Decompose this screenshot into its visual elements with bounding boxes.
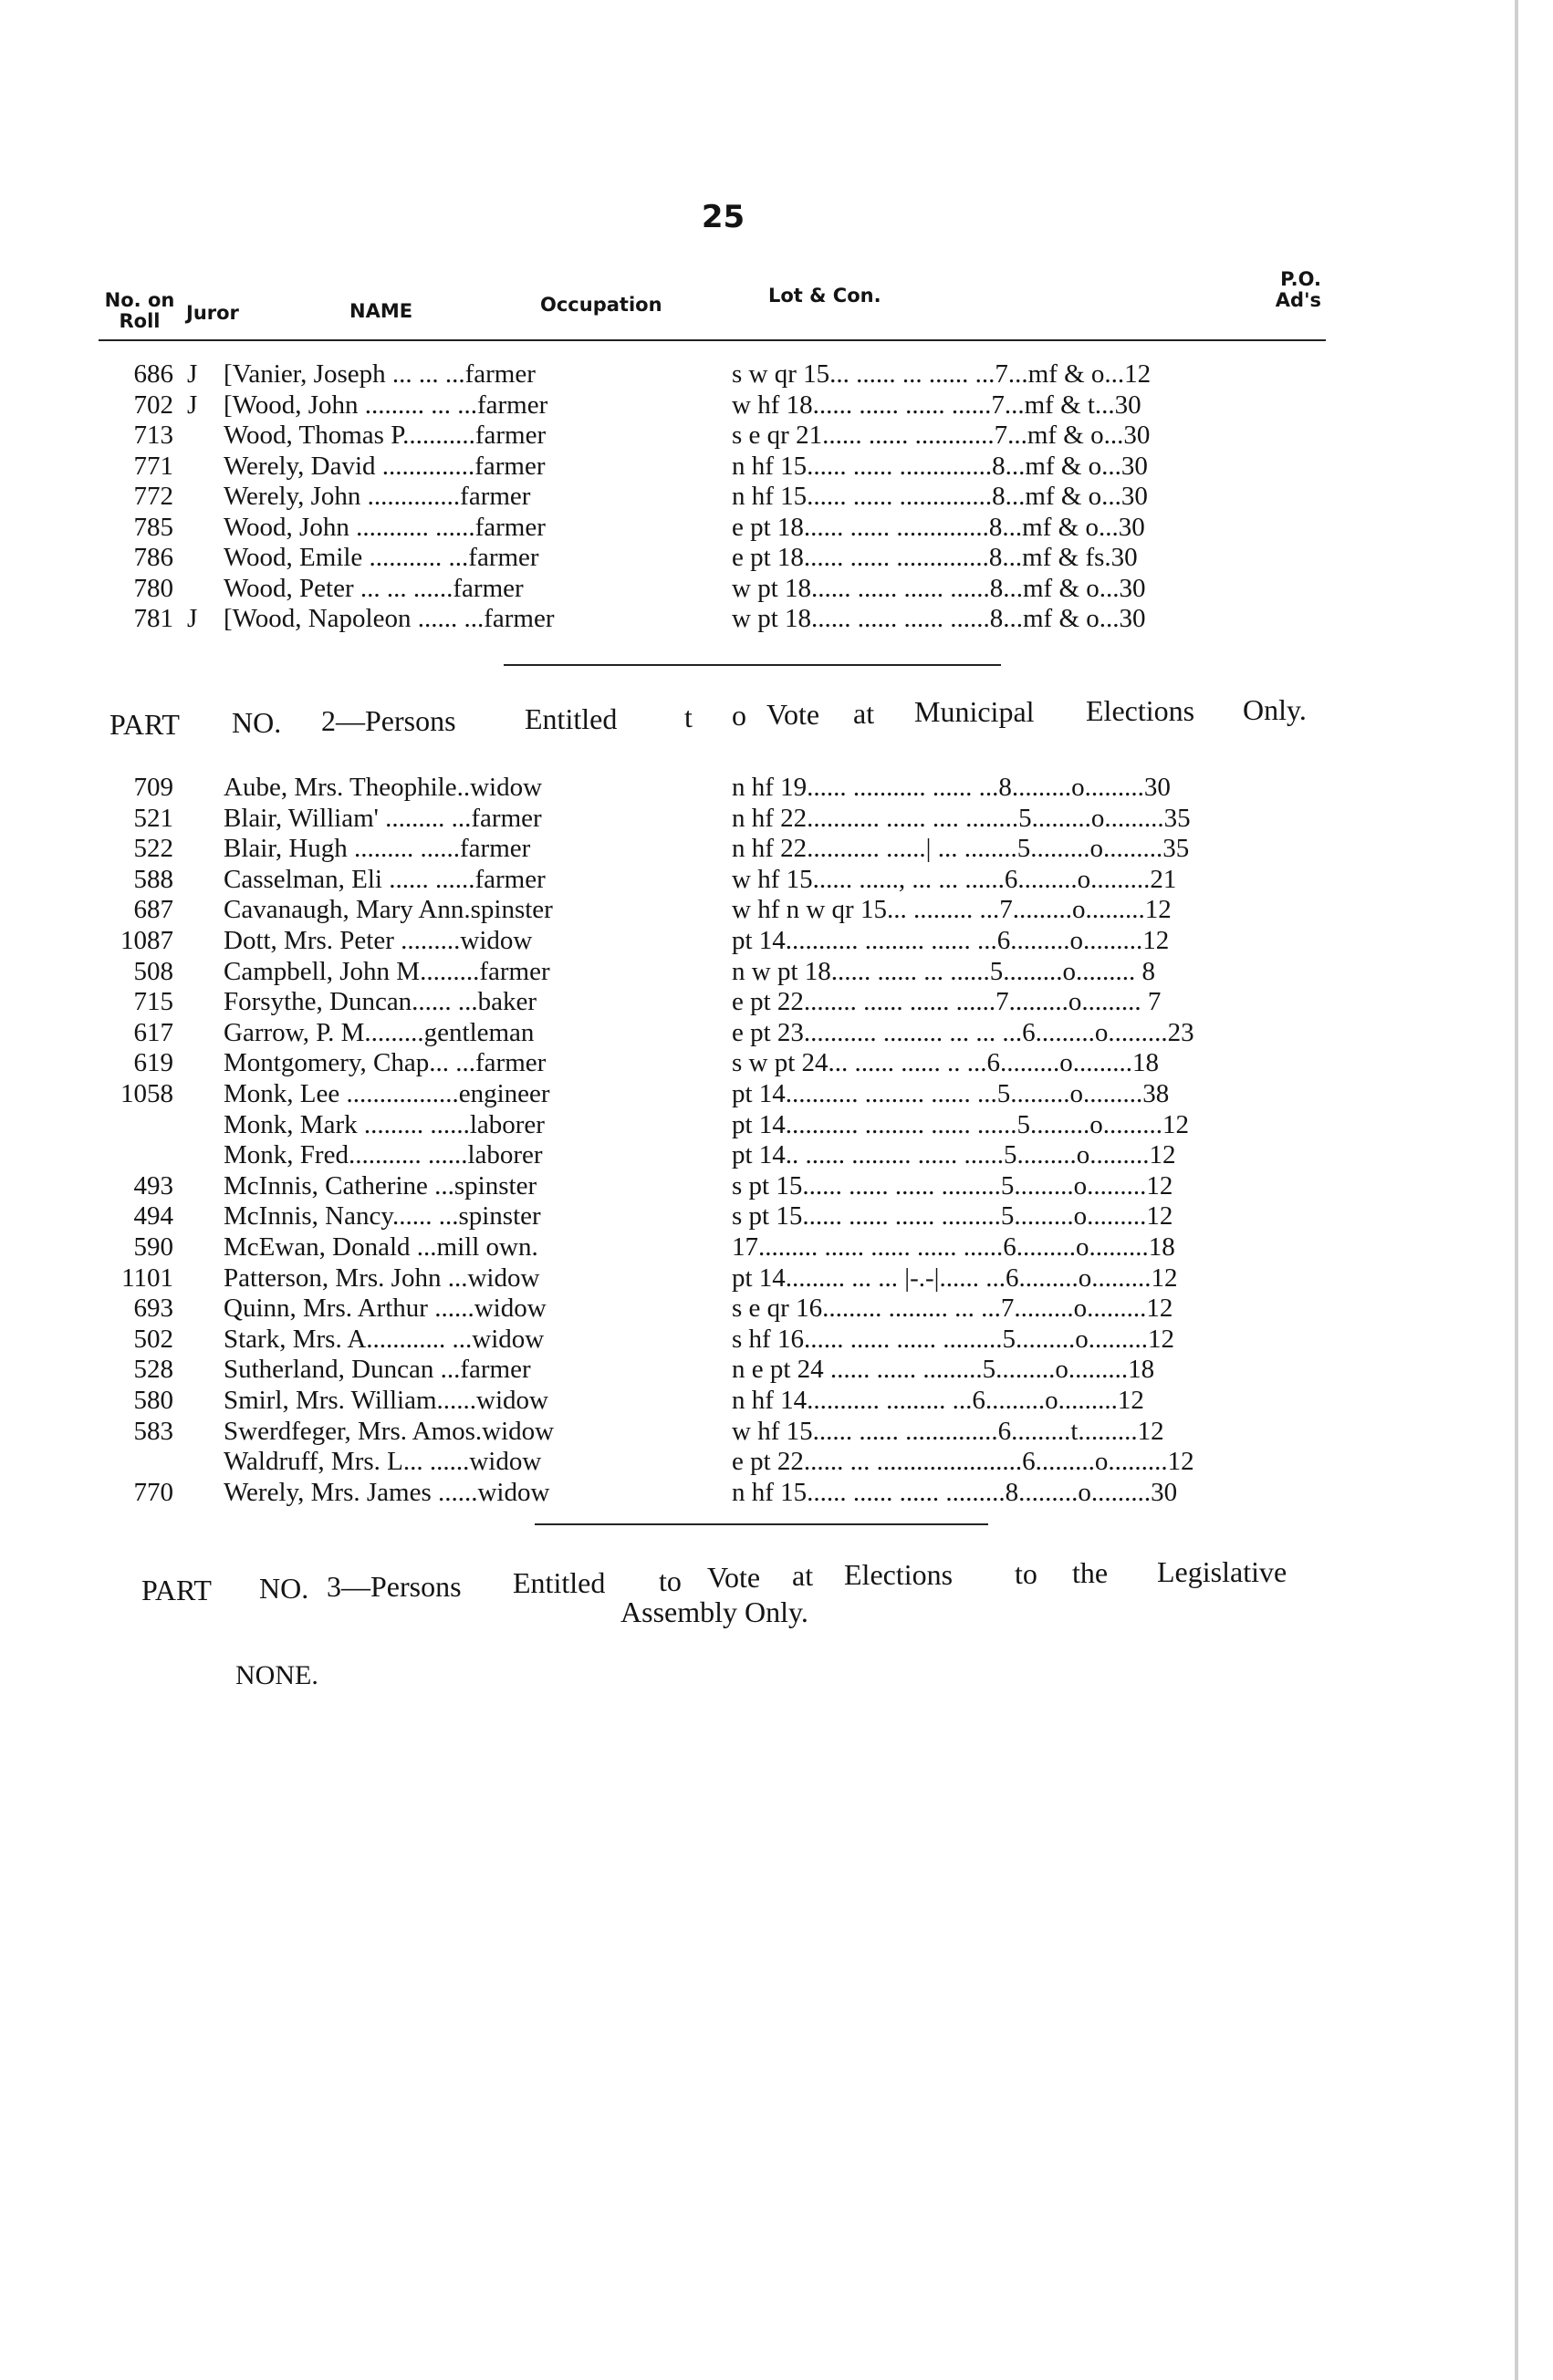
roll-number: 590 [133, 1232, 173, 1262]
part3-heading-line2: Assembly Only. [620, 1595, 808, 1628]
roll-number: 502 [133, 1324, 173, 1354]
table-row [0, 542, 1553, 573]
name-occupation: Monk, Lee .................engineer [224, 1079, 550, 1108]
table-row [0, 864, 1553, 895]
part2-heading-word: Entitled [525, 702, 618, 735]
part2-heading-word: Only. [1243, 693, 1307, 726]
table-row [0, 420, 1553, 451]
part3-heading-word: at [792, 1559, 814, 1592]
table-row [0, 1232, 1553, 1263]
name-occupation: Forsythe, Duncan...... ...baker [224, 987, 537, 1017]
part3-heading-word: Vote [707, 1561, 761, 1594]
name-occupation: Blair, William' ......... ...farmer [224, 803, 542, 833]
lot-concession-po: s w pt 24... ...... ...... .. ...6.........o.........18 [732, 1048, 1160, 1078]
name-occupation: Quinn, Mrs. Arthur ......widow [224, 1294, 547, 1324]
part2-heading-word: 2—Persons [321, 704, 456, 737]
lot-concession-po: pt 14........... ......... ...... ......5.........o.........12 [732, 1109, 1190, 1139]
table-row [0, 1477, 1553, 1508]
part3-none: NONE. [235, 1660, 318, 1690]
table-row [0, 986, 1553, 1017]
roll-number: 771 [133, 451, 173, 481]
roll-number: 687 [133, 895, 173, 925]
part2-heading-word: PART [109, 708, 180, 741]
column-header-name: NAME [349, 300, 413, 322]
table-row [0, 1047, 1553, 1078]
table-row [0, 925, 1553, 956]
roll-number: 583 [133, 1416, 173, 1446]
roll-number: 493 [133, 1170, 173, 1200]
column-header-juror: Juror [186, 302, 239, 324]
table-row [0, 956, 1553, 987]
table-row [0, 573, 1553, 604]
name-occupation: Werely, John ..............farmer [224, 482, 531, 511]
table-row [0, 1263, 1553, 1294]
column-header-occupation: Occupation [540, 294, 662, 316]
lot-concession-po: 17......... ...... ...... ...... ......6.........o.........18 [732, 1232, 1175, 1262]
name-occupation: Stark, Mrs. A............ ...widow [224, 1324, 545, 1354]
roll-number: 1058 [120, 1079, 173, 1108]
lot-concession-po: e pt 23........... ......... ... ... ...6.........o.........23 [732, 1017, 1194, 1047]
name-occupation: [Wood, Napoleon ...... ...farmer [224, 604, 555, 633]
roll-number: 522 [133, 834, 173, 864]
page-number: 25 [701, 199, 745, 235]
lot-concession-po: n hf 14........... ......... ...6.........o.........12 [732, 1386, 1144, 1415]
name-occupation: Aube, Mrs. Theophile..widow [224, 773, 543, 802]
lot-concession-po: s e qr 16......... ......... ... ...7.........o.........12 [732, 1294, 1173, 1324]
roll-number: 786 [133, 543, 173, 572]
roll-number: 770 [133, 1477, 173, 1507]
table-row [0, 1293, 1553, 1324]
name-occupation: Monk, Fred........... ......laborer [224, 1140, 543, 1170]
roll-number: 528 [133, 1355, 173, 1385]
roll-number: 702 [133, 390, 173, 420]
roll-number: 686 [133, 359, 173, 389]
table-row [0, 894, 1553, 925]
name-occupation: Monk, Mark ......... ......laborer [224, 1109, 545, 1139]
table-row [0, 1109, 1553, 1140]
column-header-po: P.O. Ad's [1275, 268, 1321, 311]
roll-number: 713 [133, 421, 173, 450]
name-occupation: Wood, Emile ........... ...farmer [224, 543, 539, 572]
lot-concession-po: n hf 19...... ........... ...... ...8.........o.........30 [732, 773, 1171, 802]
roll-number: 780 [133, 573, 173, 603]
part3-heading-word: PART [141, 1574, 212, 1606]
name-occupation: Casselman, Eli ...... ......farmer [224, 864, 546, 894]
table-row [0, 1200, 1553, 1232]
part2-heading-word: NO. [232, 706, 282, 739]
roll-number: 1101 [121, 1263, 173, 1293]
roll-number: 1087 [120, 926, 173, 955]
lot-concession-po: e pt 22...... ... ......................6.........o.........12 [732, 1447, 1194, 1477]
part3-heading-word: 3—Persons [327, 1570, 462, 1603]
name-occupation: Dott, Mrs. Peter .........widow [224, 926, 533, 955]
lot-concession-po: pt 14......... ... ... |-.-|...... ...6.........o.........12 [732, 1263, 1178, 1293]
name-occupation: Campbell, John M.........farmer [224, 956, 550, 986]
roll-number: 494 [133, 1201, 173, 1232]
table-row [0, 1139, 1553, 1170]
table-row [0, 603, 1553, 634]
roll-number: 580 [133, 1386, 173, 1415]
table-row [0, 833, 1553, 864]
table-row [0, 803, 1553, 834]
lot-concession-po: w hf n w qr 15... ......... ...7.........o.........12 [732, 895, 1172, 925]
lot-concession-po: n hf 22........... ......| ... ........5.........o.........35 [732, 834, 1190, 864]
part2-heading-word: Vote [766, 698, 820, 731]
part2-heading-word: Elections [1086, 694, 1195, 727]
roll-number: 772 [133, 482, 173, 511]
name-occupation: Wood, John ........... ......farmer [224, 512, 546, 542]
lot-concession-po: e pt 22........ ...... ...... ......7.........o......... 7 [732, 987, 1162, 1017]
lot-concession-po: n e pt 24 ...... ...... .........5.........o.........18 [732, 1355, 1155, 1385]
roll-number: 781 [133, 604, 173, 633]
roll-number: 588 [133, 864, 173, 894]
table-row [0, 1017, 1553, 1048]
roll-number: 709 [133, 773, 173, 802]
name-occupation: Smirl, Mrs. William......widow [224, 1386, 548, 1415]
lot-concession-po: w hf 15...... ......, ... ... ......6.........o.........21 [732, 864, 1177, 894]
roll-number: 785 [133, 512, 173, 542]
table-row [0, 1385, 1553, 1416]
name-occupation: Montgomery, Chap... ...farmer [224, 1048, 547, 1078]
name-occupation: Werely, Mrs. James ......widow [224, 1477, 550, 1507]
table-row [0, 1170, 1553, 1201]
table-row [0, 481, 1553, 512]
lot-concession-po: pt 14.. ...... ......... ...... ......5.........o.........12 [732, 1140, 1176, 1170]
juror-mark: J [187, 390, 198, 420]
lot-concession-po: n hf 15...... ...... ..............8...mf & o...30 [732, 451, 1148, 481]
name-occupation: Wood, Peter ... ... ......farmer [224, 573, 524, 603]
roll-number: 715 [133, 987, 173, 1017]
table-row [0, 512, 1553, 543]
table-row [0, 359, 1553, 390]
lot-concession-po: s hf 16...... ...... ...... .........5.........o.........12 [732, 1324, 1174, 1354]
part2-heading-word: o [732, 699, 746, 732]
name-occupation: McEwan, Donald ...mill own. [224, 1232, 538, 1262]
part2-heading-word: t [684, 701, 693, 733]
name-occupation: Wood, Thomas P...........farmer [224, 421, 547, 450]
part3-heading-word: Elections [844, 1558, 954, 1591]
column-header-roll: No. on Roll [104, 289, 175, 332]
column-header-lot: Lot & Con. [768, 285, 881, 307]
lot-concession-po: n hf 15...... ...... ..............8...mf & o...30 [732, 482, 1148, 511]
name-occupation: McInnis, Nancy...... ...spinster [224, 1201, 541, 1232]
roll-number: 619 [133, 1048, 173, 1078]
juror-mark: J [187, 604, 198, 633]
table-row [0, 1416, 1553, 1447]
lot-concession-po: n hf 22........... ...... .... ........5.........o.........35 [732, 803, 1191, 833]
table-row [0, 1446, 1553, 1477]
section-rule-1 [504, 664, 1001, 666]
table-row [0, 1078, 1553, 1109]
table-row [0, 772, 1553, 803]
part3-heading-word: to [1015, 1557, 1037, 1590]
lot-concession-po: pt 14........... ......... ...... ...6.........o.........12 [732, 926, 1170, 955]
part3-heading-word: NO. [259, 1572, 309, 1605]
table-row [0, 451, 1553, 482]
lot-concession-po: e pt 18...... ...... ..............8...mf & o...30 [732, 512, 1145, 542]
name-occupation: Garrow, P. M.........gentleman [224, 1017, 535, 1047]
lot-concession-po: s pt 15...... ...... ...... .........5.........o.........12 [732, 1201, 1173, 1232]
lot-concession-po: n w pt 18...... ...... ... ......5.........o......... 8 [732, 956, 1155, 986]
lot-concession-po: n hf 15...... ...... ...... .........8.........o.........30 [732, 1477, 1178, 1507]
name-occupation: McInnis, Catherine ...spinster [224, 1170, 537, 1200]
name-occupation: Patterson, Mrs. John ...widow [224, 1263, 540, 1293]
name-occupation: Blair, Hugh ......... ......farmer [224, 834, 531, 864]
name-occupation: Werely, David ..............farmer [224, 451, 546, 481]
part2-heading-word: Municipal [914, 695, 1035, 728]
part2-heading-word: at [853, 697, 875, 730]
name-occupation: [Wood, John ......... ... ...farmer [224, 390, 548, 420]
part3-heading-word: Legislative [1157, 1555, 1287, 1588]
table-row [0, 1354, 1553, 1385]
part3-heading-word: the [1072, 1556, 1109, 1589]
juror-mark: J [187, 359, 198, 389]
section-rule-2 [535, 1523, 988, 1525]
name-occupation: [Vanier, Joseph ... ... ...farmer [224, 359, 536, 389]
lot-concession-po: w pt 18...... ...... ...... ......8...mf & o...30 [732, 573, 1146, 603]
lot-concession-po: s w qr 15... ...... ... ...... ...7...mf & o...12 [732, 359, 1152, 389]
roll-number: 508 [133, 956, 173, 986]
name-occupation: Swerdfeger, Mrs. Amos.widow [224, 1416, 555, 1446]
roll-number: 693 [133, 1294, 173, 1324]
lot-concession-po: s pt 15...... ...... ...... .........5.........o.........12 [732, 1170, 1173, 1200]
name-occupation: Sutherland, Duncan ...farmer [224, 1355, 531, 1385]
name-occupation: Waldruff, Mrs. L... ......widow [224, 1447, 542, 1477]
table-row [0, 1324, 1553, 1355]
lot-concession-po: w pt 18...... ...... ...... ......8...mf & o...30 [732, 604, 1146, 633]
part3-heading-word: Entitled [513, 1566, 606, 1599]
roll-number: 521 [133, 803, 173, 833]
lot-concession-po: s e qr 21...... ...... ............7...mf & o...30 [732, 421, 1151, 450]
part3-heading-word: to [659, 1564, 682, 1597]
header-rule [99, 339, 1326, 341]
lot-concession-po: pt 14........... ......... ...... ...5.........o.........38 [732, 1079, 1170, 1108]
roll-number: 617 [133, 1017, 173, 1047]
lot-concession-po: e pt 18...... ...... ..............8...mf & fs.30 [732, 543, 1138, 572]
lot-concession-po: w hf 18...... ...... ...... ......7...mf & t...30 [732, 390, 1141, 420]
lot-concession-po: w hf 15...... ...... ..............6.........t.........12 [732, 1416, 1164, 1446]
name-occupation: Cavanaugh, Mary Ann.spinster [224, 895, 553, 925]
table-row [0, 390, 1553, 421]
